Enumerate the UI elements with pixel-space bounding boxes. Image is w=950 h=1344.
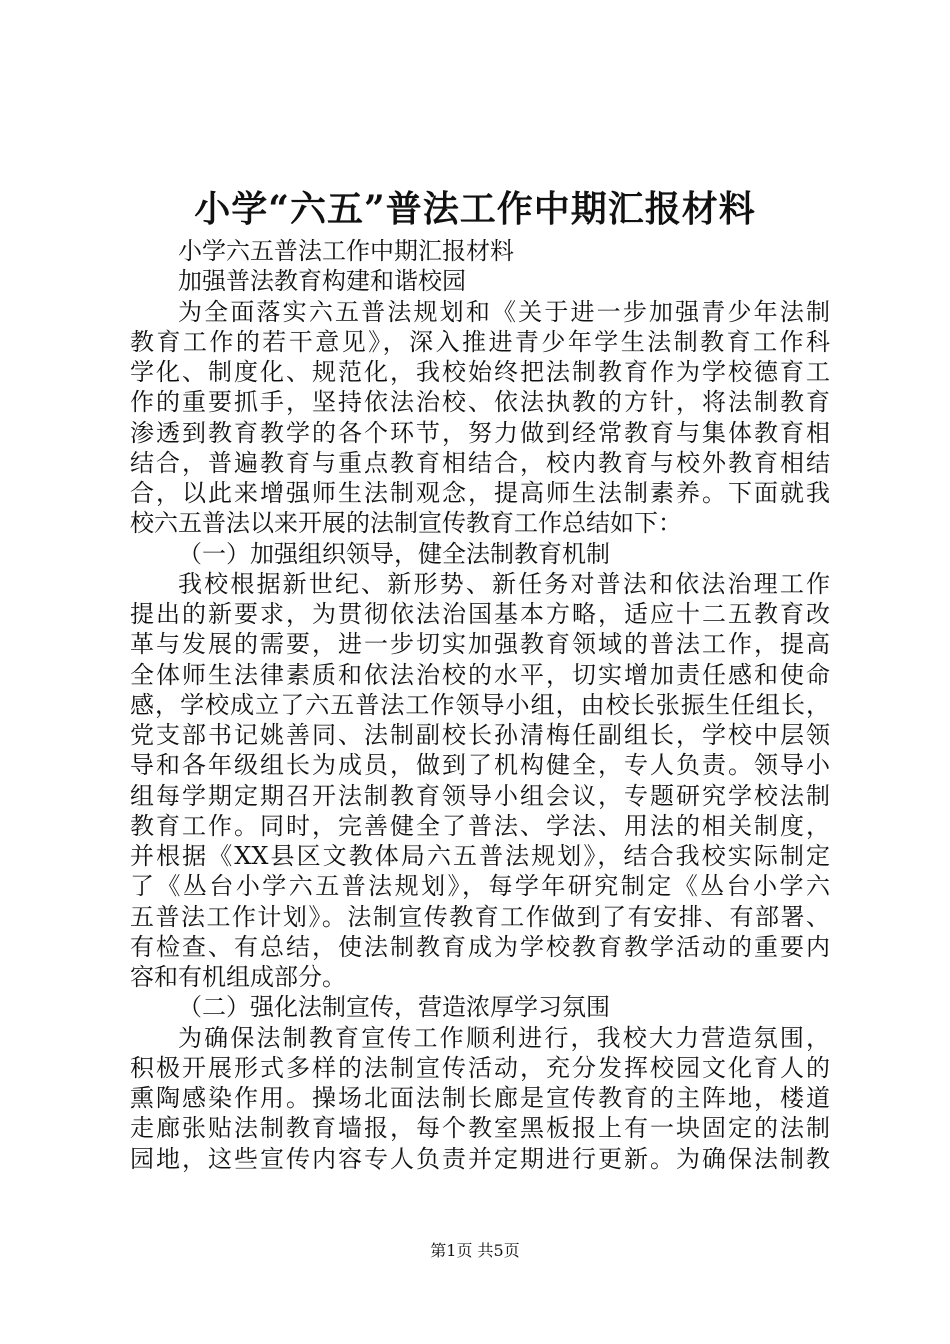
page-footer: 第1页 共5页: [430, 1241, 520, 1260]
text-line: 小学六五普法工作中期汇报材料: [178, 237, 514, 265]
text-line: 并根据《XX县区文教体局六五普法规划》，结合我校实际制定: [130, 842, 830, 870]
text-line: 教育工作。同时，完善健全了普法、学法、用法的相关制度，: [130, 811, 830, 840]
text-line: 教育工作的若干意见》，深入推进青少年学生法制教育工作科: [130, 327, 830, 356]
text-line: 合，以此来增强师生法制观念，提高师生法制素养。下面就我: [130, 479, 830, 507]
text-line: 熏陶感染作用。操场北面法制长廊是宣传教育的主阵地，楼道: [130, 1084, 830, 1112]
text-line: 全体师生法律素质和依法治校的水平，切实增加责任感和使命: [130, 660, 830, 689]
section-heading: （一）加强组织领导，健全法制教育机制: [178, 539, 610, 568]
text-line: 党支部书记姚善同、法制副校长孙清梅任副组长，学校中层领: [130, 721, 830, 749]
text-line: 导和各年级组长为成员，做到了机构健全，专人负责。领导小: [130, 751, 830, 780]
text-line: 园地，这些宣传内容专人负责并定期进行更新。为确保法制教: [130, 1144, 830, 1173]
text-line: 五普法工作计划》。法制宣传教育工作做到了有安排、有部署、: [130, 902, 830, 931]
text-line: 走廊张贴法制教育墙报，每个教室黑板报上有一块固定的法制: [130, 1114, 830, 1143]
section-heading: （二）强化法制宣传，营造浓厚学习氛围: [178, 993, 610, 1022]
document-title: 小学“六五”普法工作中期汇报材料: [194, 188, 756, 230]
text-line: 革与发展的需要，进一步切实加强教育领域的普法工作，提高: [130, 630, 830, 659]
text-line: 有检查、有总结，使法制教育成为学校教育教学活动的重要内: [130, 932, 830, 961]
text-line: 为全面落实六五普法规划和《关于进一步加强青少年法制: [178, 297, 830, 326]
text-line: 加强普法教育构建和谐校园: [178, 267, 466, 296]
text-line: 作的重要抓手，坚持依法治校、依法执教的方针，将法制教育: [130, 388, 830, 417]
text-line: 了《丛台小学六五普法规划》，每学年研究制定《丛台小学六: [130, 872, 830, 901]
text-line: 组每学期定期召开法制教育领导小组会议，专题研究学校法制: [130, 781, 830, 810]
text-line: 校六五普法以来开展的法制宣传教育工作总结如下：: [130, 509, 682, 538]
text-line: 提出的新要求，为贯彻依法治国基本方略，适应十二五教育改: [130, 600, 830, 628]
text-line: 学化、制度化、规范化，我校始终把法制教育作为学校德育工: [130, 358, 830, 386]
text-line: 渗透到教育教学的各个环节，努力做到经常教育与集体教育相: [130, 418, 830, 447]
text-line: 容和有机组成部分。: [130, 963, 346, 991]
text-line: 感，学校成立了六五普法工作领导小组，由校长张振生任组长，: [130, 690, 830, 719]
text-line: 积极开展形式多样的法制宣传活动，充分发挥校园文化育人的: [130, 1053, 830, 1082]
text-line: 为确保法制教育宣传工作顺利进行，我校大力营造氛围，: [178, 1023, 830, 1052]
document-body: [130, 236, 830, 1174]
text-line: 结合，普遍教育与重点教育相结合，校内教育与校外教育相结: [130, 448, 830, 477]
text-line: 我校根据新世纪、新形势、新任务对普法和依法治理工作: [178, 569, 830, 598]
